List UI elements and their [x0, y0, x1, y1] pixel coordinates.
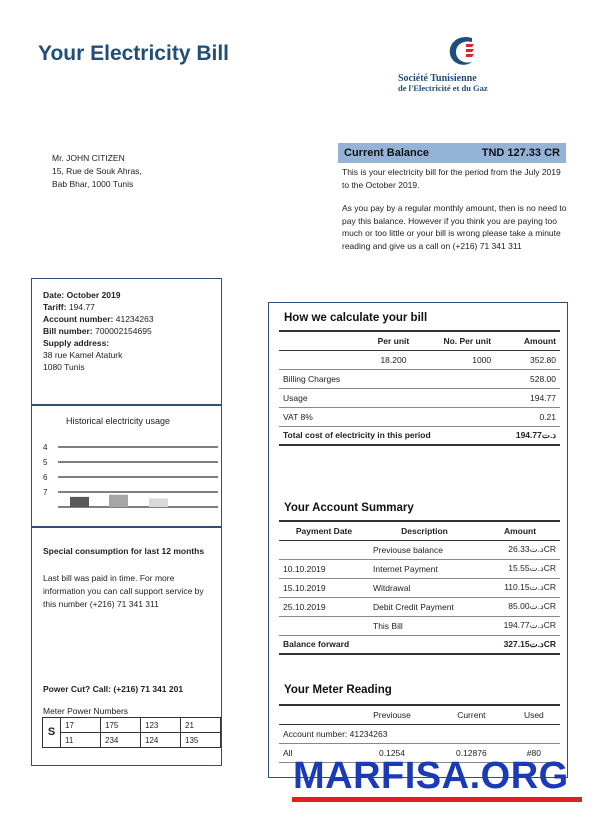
logo-text-line1: Société Tunisienne [398, 73, 477, 84]
steg-logo-icon [442, 32, 482, 72]
meter-cell: All [279, 743, 349, 762]
calc-cell: 352.80 [495, 350, 560, 369]
current-balance-label: Current Balance [344, 147, 429, 159]
customer-address-line1: 15, Rue de Souk Ahras, [52, 166, 142, 176]
calc-cell: 528.00 [495, 369, 560, 388]
calc-cell: 194.77 [495, 388, 560, 407]
chart-bar [70, 497, 89, 507]
calc-cell [420, 407, 495, 426]
watermark-underline [292, 797, 582, 802]
calc-cell: 0.21 [495, 407, 560, 426]
meter-reading-title: Your Meter Reading [284, 684, 392, 696]
table-row [279, 635, 560, 654]
current-balance-amount: TND 127.33 CR [481, 147, 560, 159]
summary-cell: د.ت194.77CR [480, 616, 560, 635]
meter-power-title: Meter Power Numbers [43, 706, 129, 716]
calc-cell: Billing Charges [279, 369, 367, 388]
customer-address [52, 152, 142, 191]
summary-cell: 10.10.2019 [279, 559, 369, 578]
summary-header: Payment Date [279, 521, 369, 540]
table-row [279, 426, 560, 445]
table-row [279, 578, 560, 597]
summary-cell: د.ت85.00CR [480, 597, 560, 616]
meter-header [279, 705, 349, 724]
calc-header: Amount [495, 331, 560, 350]
summary-cell: This Bill [369, 616, 480, 635]
balance-period-text: This is your electricity bill for the period from the July 2019 to the October 2019. [342, 167, 561, 190]
balance-info-text: As you pay by a regular monthly amount, then is no need to pay this balance. However if you think you are paying too much or too little or your bill is wrong please take a minute reading and give us a call on (+216) 71 341 311 [342, 203, 567, 251]
meter-account-row: Account number: 41234263 [279, 724, 560, 743]
summary-cell [279, 540, 369, 559]
summary-cell [279, 616, 369, 635]
bill-details-box [31, 278, 222, 406]
calc-table [279, 330, 560, 446]
usage-chart [32, 405, 220, 526]
summary-header: Description [369, 521, 480, 540]
meter-cell: 11 [61, 733, 101, 748]
total-cost-value: د.ت194.77 [495, 426, 560, 445]
account-number-value: 41234263 [115, 314, 154, 324]
summary-cell: Witdrawal [369, 578, 480, 597]
calc-header: Per unit [367, 331, 420, 350]
bill-date: Date: October 2019 [43, 290, 121, 300]
summary-cell: Internet Payment [369, 559, 480, 578]
table-row [279, 369, 560, 388]
bill-summary-box [268, 302, 568, 778]
chart-title: Historical electricity usage [66, 416, 171, 426]
calc-cell [367, 369, 420, 388]
special-consumption-title: Special consumption for last 12 months [43, 546, 205, 556]
summary-cell: 25.10.2019 [279, 597, 369, 616]
meter-cell: #80 [508, 743, 560, 762]
summary-header: Amount [480, 521, 560, 540]
table-row [279, 388, 560, 407]
calc-header [279, 331, 367, 350]
page-title: Your Electricity Bill [38, 42, 229, 65]
meter-s-label: S [43, 718, 61, 748]
calc-cell: 18.200 [367, 350, 420, 369]
balance-description [342, 166, 570, 263]
calc-cell: VAT 8% [279, 407, 367, 426]
meter-header: Used [508, 705, 560, 724]
meter-cell: 0.12876 [435, 743, 508, 762]
customer-name: Mr. JOHN CITIZEN [52, 153, 125, 163]
chart-bar [109, 495, 128, 507]
chart-bar [149, 498, 168, 507]
account-summary-table [279, 520, 560, 655]
chart-y-tick-label: 4 [43, 443, 48, 452]
meter-cell: 0.1254 [349, 743, 435, 762]
table-row [279, 407, 560, 426]
summary-cell: د.ت26.33CR [480, 540, 560, 559]
summary-cell: د.ت15.55CR [480, 559, 560, 578]
calc-cell [367, 407, 420, 426]
meter-cell: 123 [141, 718, 181, 733]
meter-cell: 175 [101, 718, 141, 733]
calc-title: How we calculate your bill [284, 312, 428, 324]
calc-cell [367, 388, 420, 407]
table-row [279, 350, 560, 369]
notes-box [31, 526, 222, 766]
logo-text-line2: de l'Electricité et du Gaz [398, 83, 488, 93]
summary-cell: د.ت110.15CR [480, 578, 560, 597]
account-summary-title: Your Account Summary [284, 502, 414, 514]
meter-reading-table [279, 704, 560, 763]
table-row [279, 724, 560, 743]
calc-cell [420, 369, 495, 388]
meter-power-table [42, 717, 221, 748]
customer-address-line2: Bab Bhar, 1000 Tunis [52, 179, 134, 189]
special-consumption-text: Last bill was paid in time. For more information you can call support service by this number (+216) 71 341 311 [43, 573, 204, 609]
summary-cell: 15.10.2019 [279, 578, 369, 597]
chart-y-tick-label: 5 [43, 458, 48, 467]
table-row [279, 540, 560, 559]
bill-number-value: 700002154695 [94, 326, 152, 336]
chart-y-tick-label: 7 [43, 488, 48, 497]
meter-cell: 17 [61, 718, 101, 733]
balance-forward-label: Balance forward [279, 635, 480, 654]
bill-number-label: Bill number: [43, 326, 93, 336]
summary-cell: Previouse balance [369, 540, 480, 559]
meter-header: Current [435, 705, 508, 724]
table-row [279, 616, 560, 635]
current-balance-bar [338, 143, 566, 163]
calc-cell [279, 350, 367, 369]
calc-header: No. Per unit [420, 331, 495, 350]
supply-address-line1: 38 rue Kamel Ataturk [43, 350, 123, 360]
account-number-label: Account number: [43, 314, 114, 324]
calc-cell [420, 388, 495, 407]
supply-address-line2: 1080 Tunis [43, 362, 85, 372]
summary-cell: Debit Credit Payment [369, 597, 480, 616]
supply-address-label: Supply address: [43, 338, 110, 348]
meter-header: Previouse [349, 705, 435, 724]
table-row [279, 597, 560, 616]
chart-y-tick-label: 6 [43, 473, 48, 482]
total-cost-label: Total cost of electricity in this period [279, 426, 495, 445]
meter-cell: 21 [181, 718, 221, 733]
tariff-label: Tariff: [43, 302, 67, 312]
calc-cell: 1000 [420, 350, 495, 369]
power-cut-text: Power Cut? Call: (+216) 71 341 201 [43, 684, 184, 694]
meter-cell: 135 [181, 733, 221, 748]
calc-cell: Usage [279, 388, 367, 407]
meter-cell: 234 [101, 733, 141, 748]
balance-forward-value: د.ت327.15CR [480, 635, 560, 654]
meter-cell: 124 [141, 733, 181, 748]
usage-chart-box [31, 404, 222, 528]
watermark-text: MARFISA.ORG [293, 755, 569, 797]
tariff-value: 194.77 [68, 302, 95, 312]
table-row [279, 559, 560, 578]
